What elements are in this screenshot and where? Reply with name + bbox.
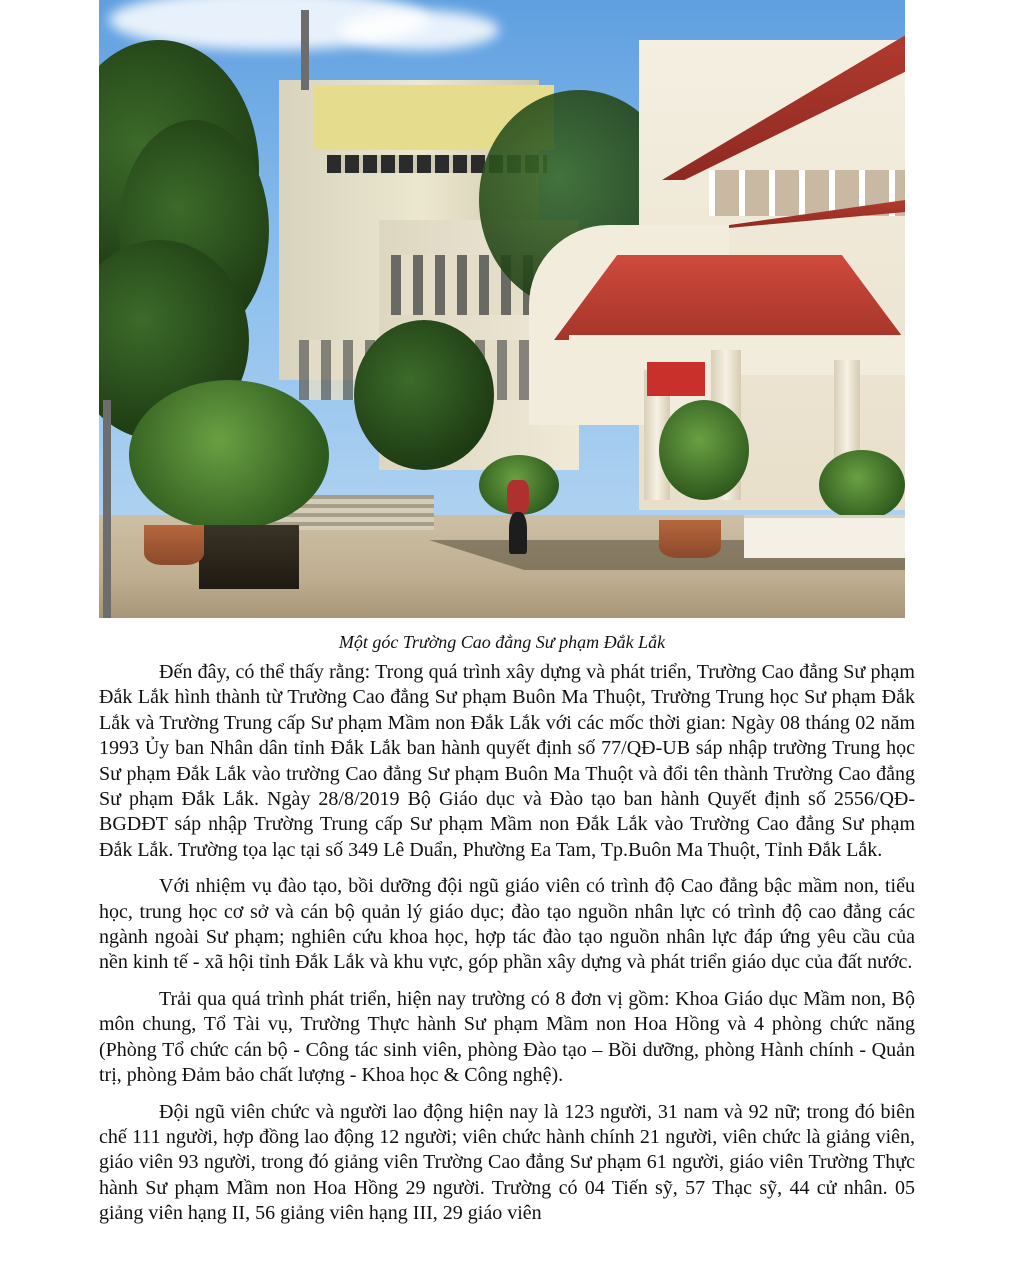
person xyxy=(507,480,529,514)
clay-pot xyxy=(659,520,721,558)
cloud-shape xyxy=(339,10,499,50)
bonsai-tree xyxy=(659,400,749,500)
person-legs xyxy=(509,512,527,554)
paragraph: Với nhiệm vụ đào tạo, bồi dưỡng đội ngũ giáo viên có trình độ Cao đẳng bậc mầm non, tiểu học, trung học cơ sở và cán bộ quản lý giáo dục; đào tạo nguồn nhân lực có trình độ cao đẳng các ngành ngoài Sư phạm; nghiên cứu khoa học, hợp tác đào tạo nguồn nhân lực đáp ứng yêu cầu của nền kinh tế - xã hội tỉnh Đắk Lắk và khu vực, góp phần xây dựng và phát triển giáo dục của đất nước. xyxy=(99,875,915,974)
figure-caption: Một góc Trường Cao đẳng Sư phạm Đắk Lắk xyxy=(338,632,666,652)
paragraph: Đội ngũ viên chức và người lao động hiện nay là 123 người, 31 nam và 92 nữ; trong đó biên chế 111 người, hợp đồng lao động 12 người; viên chức hành chính 21 người, viên chức là giảng viên, giáo viên 93 người, trong đó giảng viên Trường Cao đẳng Sư phạm 61 người, giáo viên Trường Thực hành Sư phạm Mầm non Hoa Hồng 29 người. Trường có 04 Tiến sỹ, 57 Thạc sỹ, 44 cử nhân. 05 giảng viên hạng II, 56 giảng viên hạng III, 29 giáo viên xyxy=(99,1100,915,1225)
paragraph: Đến đây, có thể thấy rằng: Trong quá trình xây dựng và phát triển, Trường Cao đẳng Sư phạm Đắk Lắk hình thành từ Trường Cao đẳng Sư phạm Buôn Ma Thuột, Trường Trung học Sư phạm Đắk Lắk và Trường Trung cấp Sư phạm Mầm non Đắk Lắk với các mốc thời gian: Ngày 08 tháng 02 năm 1993 Ủy ban Nhân dân tỉnh Đắk Lắk ban hành quyết định số 77/QĐ-UB sáp nhập trường Trung học Sư phạm Đắk Lắk vào trường Cao đẳng Sư phạm Buôn Ma Thuột và đổi tên thành Trường Cao đẳng Sư phạm Đắk Lắk. Ngày 28/8/2019 Bộ Giáo dục và Đào tạo ban hành Quyết định số 2556/QĐ-BGDĐT sáp nhập Trường Trung cấp Sư phạm Mầm non Đắk Lắk vào Trường Cao đẳng Sư phạm Đắk Lắk. Trường tọa lạc tại số 349 Lê Duẩn, Phường Ea Tam, Tp.Buôn Ma Thuột, Tỉnh Đắk Lắk. xyxy=(99,661,915,861)
bonsai-tree xyxy=(129,380,329,530)
white-planter xyxy=(744,515,905,558)
red-banner xyxy=(647,362,705,396)
campus-photo xyxy=(99,0,905,618)
lamp-pole xyxy=(103,400,111,618)
hedge xyxy=(819,450,905,520)
tree-shape xyxy=(354,320,494,470)
paragraph: Trải qua quá trình phát triển, hiện nay trường có 8 đơn vị gồm: Khoa Giáo dục Mầm non, Bộ môn chung, Tổ Tài vụ, Trường Thực hành Sư phạm Mầm non Hoa Hồng và 4 phòng chức năng (Phòng Tổ chức cán bộ - Công tác sinh viên, phòng Đào tạo – Bồi dưỡng, phòng Hành chính - Quản trị, phòng Đảm bảo chất lượng - Khoa học & Công nghệ). xyxy=(99,987,915,1087)
black-planter xyxy=(199,525,299,589)
body-text xyxy=(99,660,915,1238)
tower-spire xyxy=(301,10,309,90)
stone-pot xyxy=(144,525,204,565)
